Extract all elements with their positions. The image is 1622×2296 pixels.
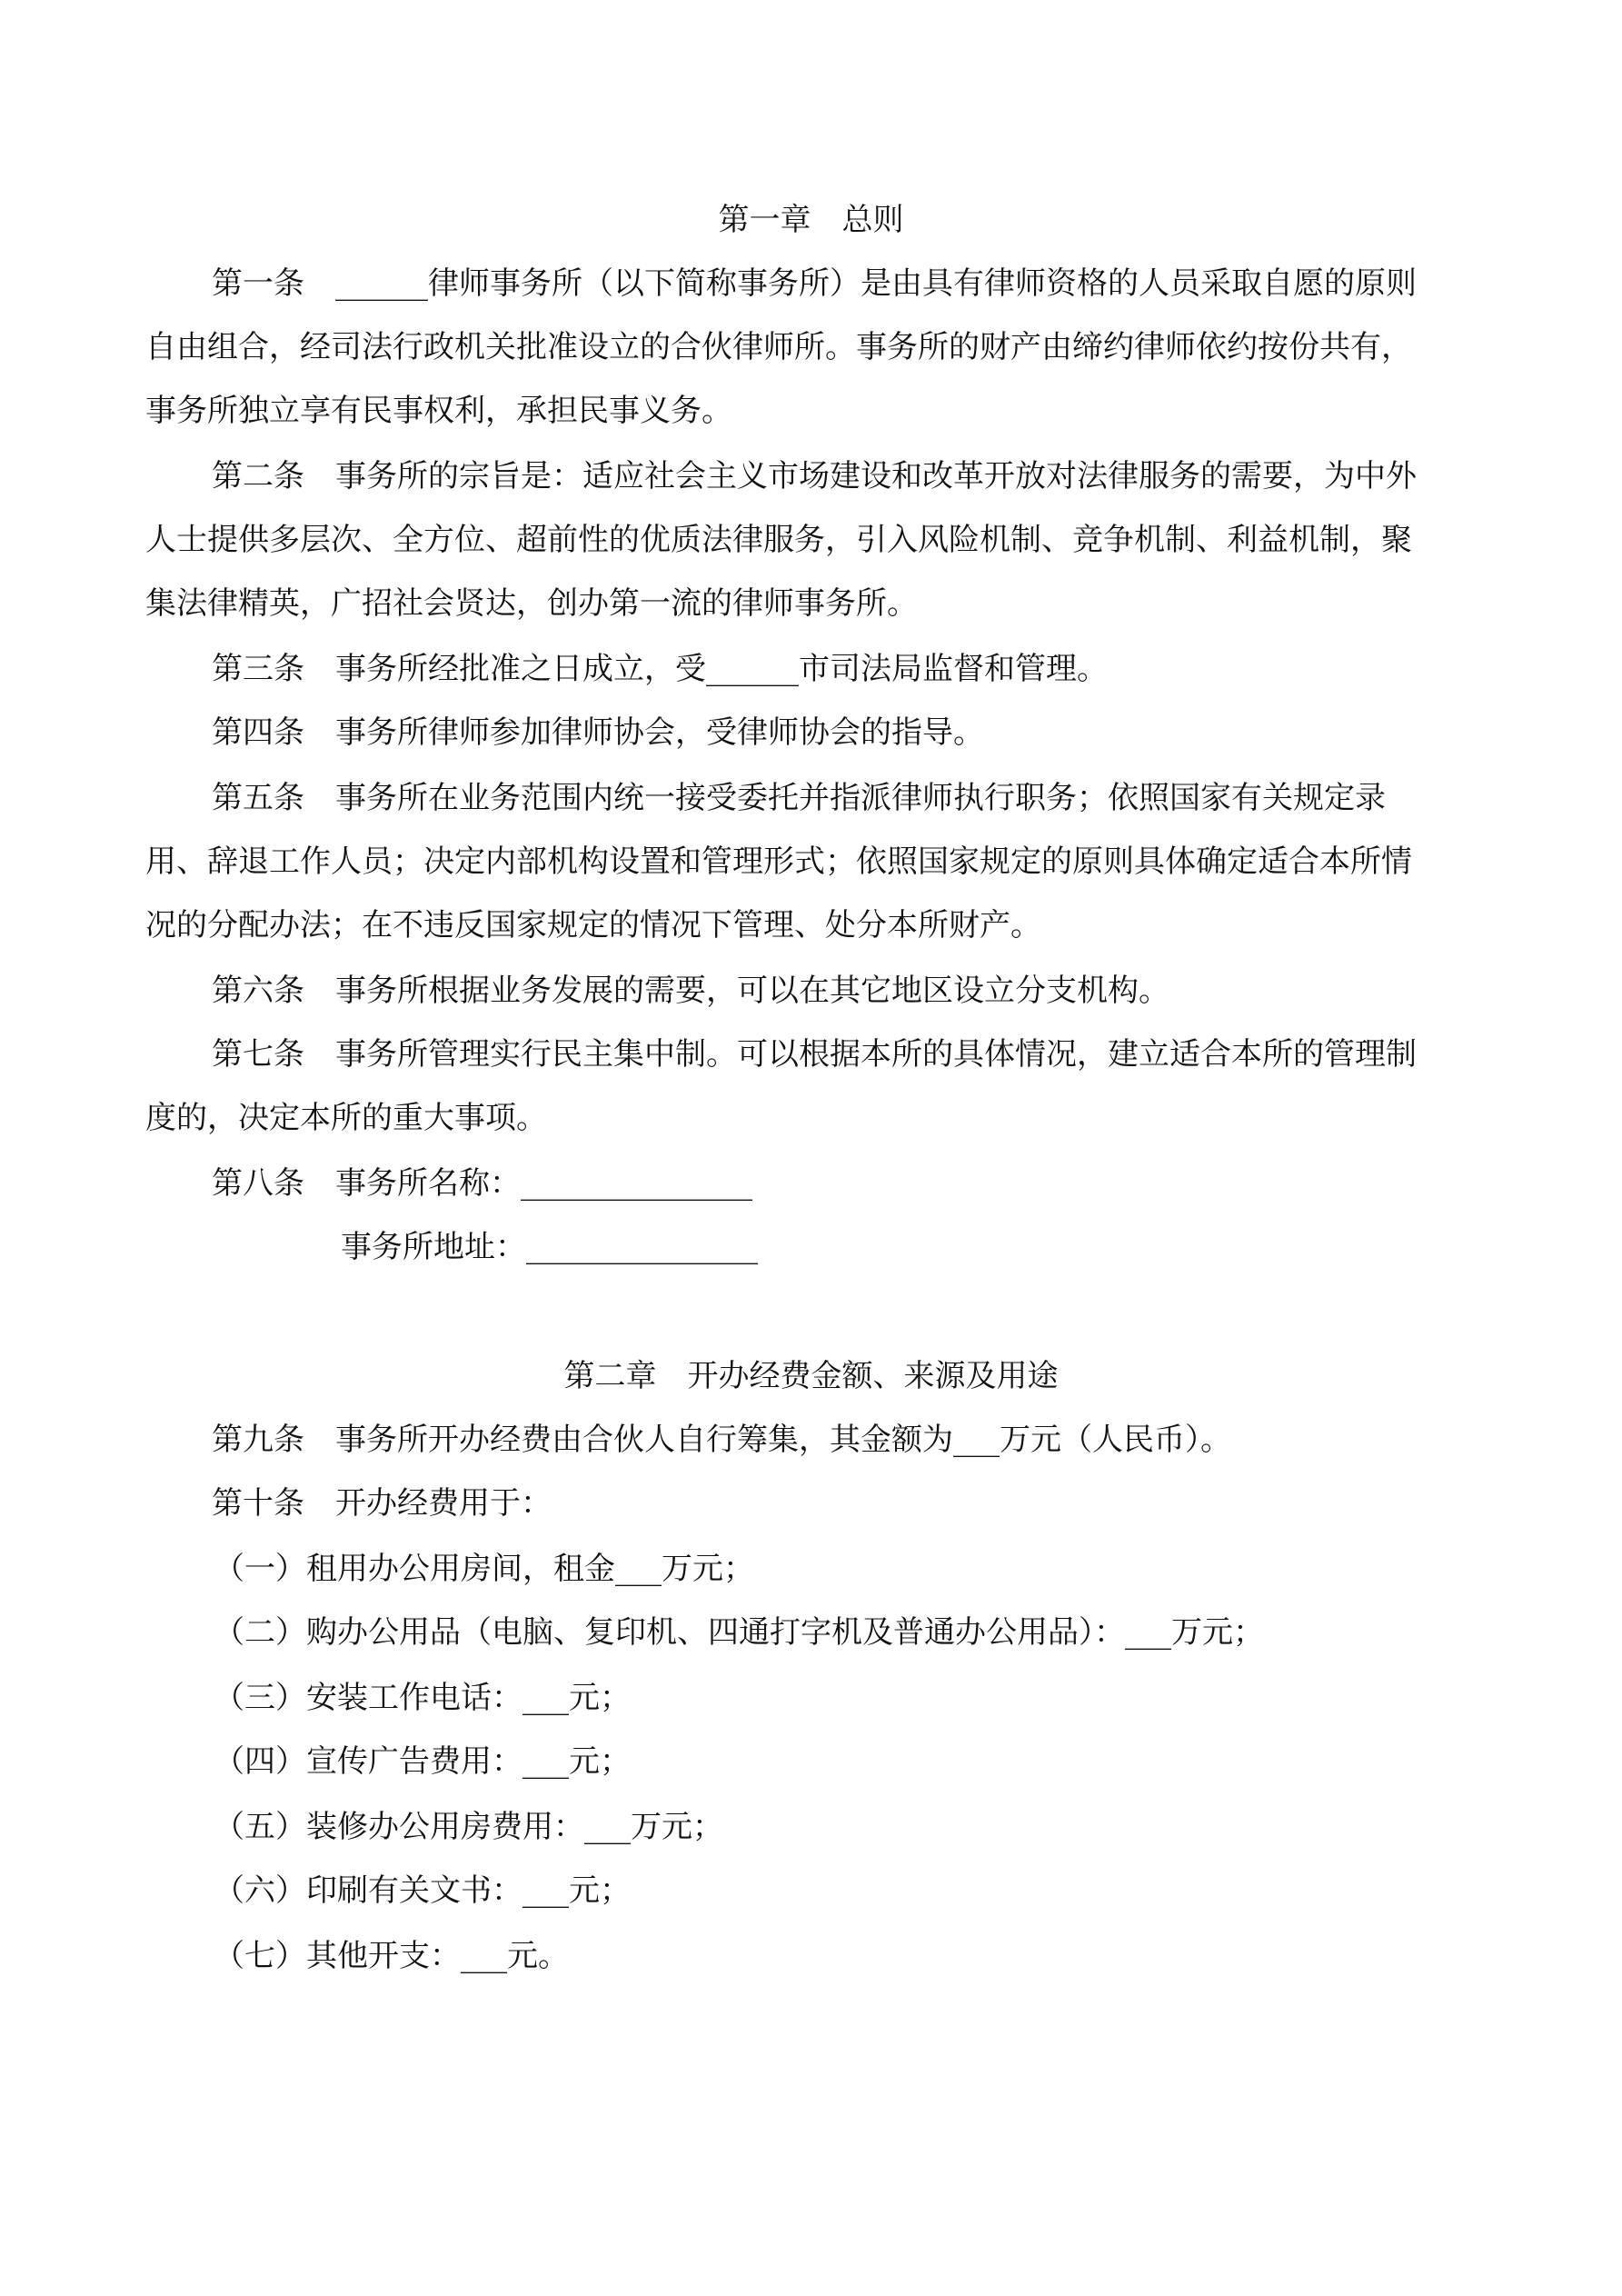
article-7-line-1: 第七条 事务所管理实行民主集中制。可以根据本所的具体情况，建立适合本所的管理制 [212, 1036, 1417, 1073]
article-2-line-2: 人士提供多层次、全方位、超前性的优质法律服务，引入风险机制、竞争机制、利益机制，聚 [145, 522, 1412, 558]
article-5-line-3: 况的分配办法；在不违反国家规定的情况下管理、处分本所财产。 [145, 907, 1041, 943]
article-6: 第六条 事务所根据业务发展的需要，可以在其它地区设立分支机构。 [212, 973, 1169, 1009]
expense-item-7: （七）其他开支：___元。 [214, 1938, 569, 1974]
expense-item-5: （五）装修办公用房费用：___万元； [214, 1809, 723, 1845]
article-7-line-2: 度的，决定本所的重大事项。 [145, 1100, 547, 1136]
article-9: 第九条 事务所开办经费由合伙人自行筹集，其金额为___万元（人民币）。 [212, 1422, 1231, 1458]
chapter-1-title: 第一章 总则 [718, 202, 904, 238]
article-2-line-1: 第二条 事务所的宗旨是：适应社会主义市场建设和改革开放对法律服务的需要，为中外 [212, 458, 1417, 494]
expense-item-2: （二）购办公用品（电脑、复印机、四通打字机及普通办公用品）：___万元； [214, 1614, 1264, 1651]
expense-item-1: （一）租用办公用房间，租金___万元； [214, 1551, 754, 1587]
article-4: 第四条 事务所律师参加律师协会，受律师协会的指导。 [212, 714, 984, 751]
expense-item-4: （四）宣传广告费用：___元； [214, 1743, 631, 1780]
article-10: 第十条 开办经费用于： [212, 1485, 552, 1522]
article-1-line-2: 自由组合，经司法行政机关批准设立的合伙律师所。事务所的财产由缔约律师依约按份共有， [145, 329, 1412, 365]
article-5-line-2: 用、辞退工作人员；决定内部机构设置和管理形式；依照国家规定的原则具体确定适合本所情 [145, 844, 1412, 880]
expense-item-6: （六）印刷有关文书：___元； [214, 1872, 631, 1909]
article-5-line-1: 第五条 事务所在业务范围内统一接受委托并指派律师执行职务；依照国家有关规定录 [212, 780, 1386, 816]
expense-item-3: （三）安装工作电话：___元； [214, 1680, 631, 1716]
article-2-line-3: 集法律精英，广招社会贤达，创办第一流的律师事务所。 [145, 585, 918, 622]
article-1-line-3: 事务所独立享有民事权利，承担民事义务。 [145, 393, 732, 429]
article-8-address: 事务所地址：_______________ [341, 1229, 758, 1265]
article-8-name: 第八条 事务所名称：_______________ [212, 1165, 752, 1202]
article-1-line-1: 第一条 ______律师事务所（以下简称事务所）是由具有律师资格的人员采取自愿的原则 [212, 265, 1417, 302]
article-3: 第三条 事务所经批准之日成立，受______市司法局监督和管理。 [212, 651, 1108, 687]
chapter-2-title: 第二章 开办经费金额、来源及用途 [563, 1358, 1059, 1394]
